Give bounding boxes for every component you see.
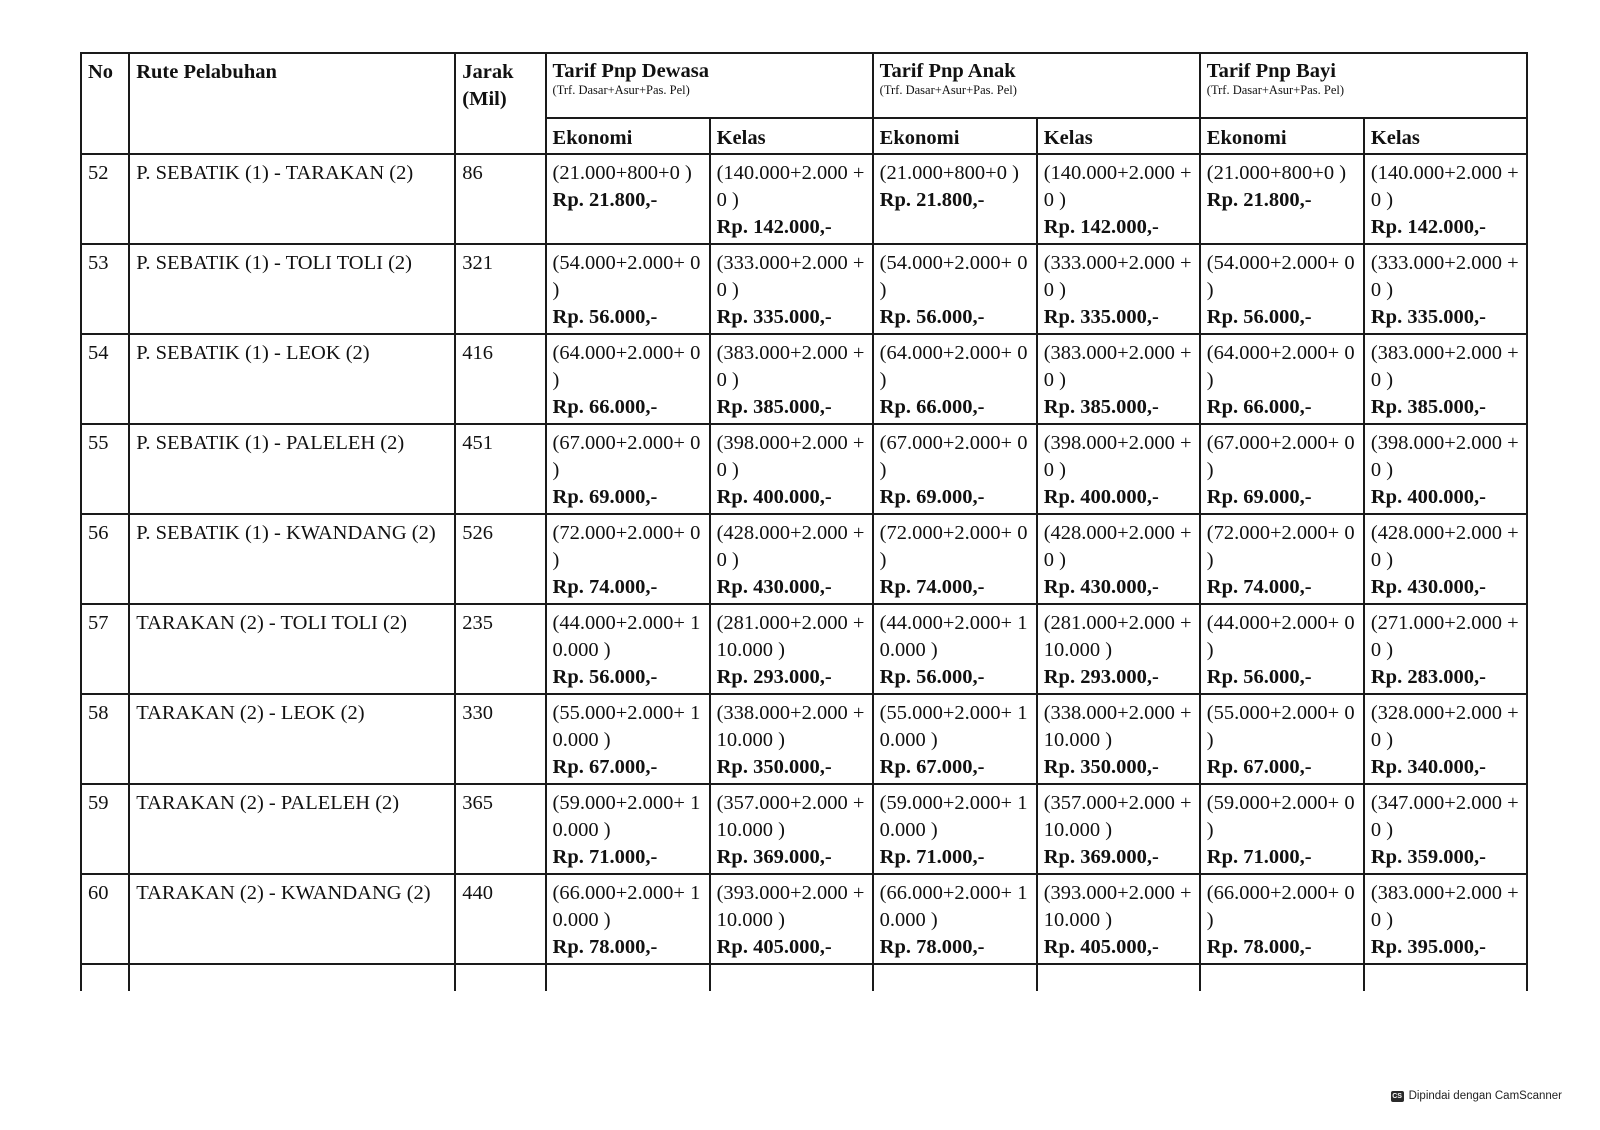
row-number: 58 — [81, 694, 129, 784]
fare-total: Rp. 21.800,- — [879, 189, 985, 211]
fare-formula: (357.000+2.000 +10.000 ) — [716, 792, 865, 841]
fare-total: Rp. 335.000,- — [1043, 306, 1159, 328]
fare-cell-dewasa-ekonomi — [546, 154, 710, 244]
fare-formula: (398.000+2.000 +0 ) — [1370, 432, 1519, 481]
fare-total: Rp. 142.000,- — [1370, 216, 1486, 238]
fare-total: Rp. 283.000,- — [1370, 666, 1486, 688]
fare-total: Rp. 395.000,- — [1370, 936, 1486, 958]
fare-cell-anak-kelas — [1037, 334, 1200, 424]
table-row — [81, 694, 1527, 784]
distance-cell: 365 — [455, 784, 545, 874]
distance-cell: 526 — [455, 514, 545, 604]
fare-cell-anak-kelas — [1037, 694, 1200, 784]
fare-formula: (338.000+2.000 +10.000 ) — [716, 702, 865, 751]
fare-total: Rp. 56.000,- — [552, 666, 658, 688]
fare-total: Rp. 369.000,- — [1043, 846, 1159, 868]
fare-cell-dewasa-ekonomi — [546, 424, 710, 514]
header-group-anak — [873, 53, 1200, 118]
empty-cell — [129, 964, 455, 991]
empty-cell — [873, 964, 1037, 991]
fare-formula: (338.000+2.000 +10.000 ) — [1043, 702, 1192, 751]
fare-cell-dewasa-ekonomi — [546, 604, 710, 694]
fare-total: Rp. 340.000,- — [1370, 756, 1486, 778]
fare-cell-dewasa-kelas — [710, 154, 873, 244]
fare-formula: (281.000+2.000 +10.000 ) — [716, 612, 865, 661]
fare-total: Rp. 350.000,- — [716, 756, 832, 778]
distance-cell: 86 — [455, 154, 545, 244]
header-distance-label: Jarak (Mil) — [462, 61, 514, 110]
route-cell — [129, 694, 455, 784]
subheader-dewasa-ekonomi: Ekonomi — [546, 118, 710, 154]
row-number: 53 — [81, 244, 129, 334]
table-row-partial — [81, 964, 1527, 991]
fare-formula: (55.000+2.000+ 10.000 ) — [552, 702, 701, 751]
fare-cell-anak-kelas — [1037, 784, 1200, 874]
fare-cell-bayi-ekonomi — [1200, 334, 1364, 424]
fare-total: Rp. 74.000,- — [1206, 576, 1312, 598]
fare-formula: (383.000+2.000 +0 ) — [1370, 342, 1519, 391]
route-name: P. SEBATIK (1) - LEOK (2) — [136, 342, 370, 364]
fare-cell-dewasa-kelas — [710, 334, 873, 424]
subheader-anak-kelas: Kelas — [1037, 118, 1200, 154]
fare-cell-dewasa-ekonomi — [546, 694, 710, 784]
fare-total: Rp. 400.000,- — [1370, 486, 1486, 508]
fare-cell-anak-ekonomi — [873, 334, 1037, 424]
fare-cell-bayi-kelas — [1364, 784, 1527, 874]
fare-formula: (21.000+800+0 ) — [879, 162, 1019, 184]
header-route: Rute Pelabuhan — [129, 53, 455, 154]
route-name: P. SEBATIK (1) - KWANDANG (2) — [136, 522, 436, 544]
route-name: TARAKAN (2) - KWANDANG (2) — [136, 882, 431, 904]
distance-cell: 451 — [455, 424, 545, 514]
fare-cell-dewasa-kelas — [710, 784, 873, 874]
empty-cell — [81, 964, 129, 991]
table-row — [81, 334, 1527, 424]
route-cell — [129, 424, 455, 514]
subheader-anak-ekonomi: Ekonomi — [873, 118, 1037, 154]
subheader-bayi-ekonomi: Ekonomi — [1200, 118, 1364, 154]
fare-formula: (21.000+800+0 ) — [1206, 162, 1347, 184]
fare-total: Rp. 78.000,- — [879, 936, 985, 958]
table-body — [81, 154, 1527, 991]
fare-cell-dewasa-ekonomi — [546, 874, 710, 964]
fare-formula: (357.000+2.000 +10.000 ) — [1043, 792, 1192, 841]
fare-formula: (281.000+2.000 +10.000 ) — [1043, 612, 1192, 661]
fare-formula: (333.000+2.000 +0 ) — [1043, 252, 1192, 301]
fare-cell-bayi-kelas — [1364, 514, 1527, 604]
fare-formula: (64.000+2.000+ 0 ) — [879, 342, 1028, 391]
fare-formula: (66.000+2.000+ 0 ) — [1206, 882, 1355, 931]
fare-formula: (383.000+2.000 +0 ) — [1043, 342, 1192, 391]
fare-total: Rp. 71.000,- — [552, 846, 658, 868]
fare-formula: (428.000+2.000 +0 ) — [1370, 522, 1519, 571]
fare-cell-anak-ekonomi — [873, 784, 1037, 874]
group-title-dewasa: Tarif Pnp Dewasa — [552, 60, 709, 82]
fare-total: Rp. 430.000,- — [716, 576, 832, 598]
fare-formula: (55.000+2.000+ 0 ) — [1206, 702, 1355, 751]
scanner-watermark — [1391, 1090, 1562, 1102]
fare-formula: (398.000+2.000 +0 ) — [1043, 432, 1192, 481]
fare-total: Rp. 21.800,- — [552, 189, 658, 211]
fare-total: Rp. 56.000,- — [1206, 306, 1312, 328]
fare-cell-bayi-ekonomi — [1200, 244, 1364, 334]
fare-formula: (21.000+800+0 ) — [552, 162, 692, 184]
fare-total: Rp. 405.000,- — [716, 936, 832, 958]
fare-formula: (54.000+2.000+ 0 ) — [1206, 252, 1355, 301]
fare-total: Rp. 293.000,- — [716, 666, 832, 688]
empty-cell — [546, 964, 710, 991]
group-note-anak: (Trf. Dasar+Asur+Pas. Pel) — [879, 83, 1017, 97]
table-row — [81, 874, 1527, 964]
fare-total: Rp. 67.000,- — [552, 756, 658, 778]
fare-formula: (383.000+2.000 +0 ) — [1370, 882, 1519, 931]
fare-total: Rp. 430.000,- — [1043, 576, 1159, 598]
fare-formula: (140.000+2.000 +0 ) — [716, 162, 865, 211]
route-name: P. SEBATIK (1) - TARAKAN (2) — [136, 162, 414, 184]
row-number: 60 — [81, 874, 129, 964]
fare-cell-anak-kelas — [1037, 874, 1200, 964]
route-name: P. SEBATIK (1) - TOLI TOLI (2) — [136, 252, 412, 274]
fare-total: Rp. 400.000,- — [716, 486, 832, 508]
fare-cell-bayi-ekonomi — [1200, 154, 1364, 244]
fare-total: Rp. 56.000,- — [879, 666, 985, 688]
fare-total: Rp. 69.000,- — [1206, 486, 1312, 508]
fare-formula: (67.000+2.000+ 0 ) — [552, 432, 701, 481]
fare-cell-bayi-ekonomi — [1200, 424, 1364, 514]
fare-formula: (383.000+2.000 +0 ) — [716, 342, 865, 391]
fare-total: Rp. 78.000,- — [552, 936, 658, 958]
fare-total: Rp. 359.000,- — [1370, 846, 1486, 868]
fare-formula: (398.000+2.000 +0 ) — [716, 432, 865, 481]
fare-total: Rp. 71.000,- — [879, 846, 985, 868]
fare-cell-bayi-ekonomi — [1200, 694, 1364, 784]
fare-cell-bayi-kelas — [1364, 604, 1527, 694]
fare-formula: (393.000+2.000 +10.000 ) — [716, 882, 865, 931]
fare-cell-bayi-ekonomi — [1200, 514, 1364, 604]
distance-cell: 235 — [455, 604, 545, 694]
fare-formula: (72.000+2.000+ 0 ) — [879, 522, 1028, 571]
route-cell — [129, 874, 455, 964]
fare-cell-anak-kelas — [1037, 244, 1200, 334]
fare-cell-dewasa-ekonomi — [546, 514, 710, 604]
empty-cell — [455, 964, 545, 991]
fare-total: Rp. 385.000,- — [1043, 396, 1159, 418]
row-number: 54 — [81, 334, 129, 424]
fare-cell-bayi-kelas — [1364, 334, 1527, 424]
table-row — [81, 514, 1527, 604]
fare-formula: (333.000+2.000 +0 ) — [1370, 252, 1519, 301]
fare-formula: (55.000+2.000+ 10.000 ) — [879, 702, 1028, 751]
fare-total: Rp. 67.000,- — [1206, 756, 1312, 778]
empty-cell — [1200, 964, 1364, 991]
route-name: TARAKAN (2) - PALELEH (2) — [136, 792, 400, 814]
distance-cell: 440 — [455, 874, 545, 964]
row-number: 56 — [81, 514, 129, 604]
fare-total: Rp. 66.000,- — [552, 396, 658, 418]
group-note-bayi: (Trf. Dasar+Asur+Pas. Pel) — [1206, 83, 1345, 97]
fare-total: Rp. 69.000,- — [552, 486, 658, 508]
distance-cell: 416 — [455, 334, 545, 424]
fare-cell-bayi-ekonomi — [1200, 604, 1364, 694]
fare-formula: (59.000+2.000+ 10.000 ) — [552, 792, 701, 841]
fare-formula: (67.000+2.000+ 0 ) — [1206, 432, 1355, 481]
fare-total: Rp. 385.000,- — [1370, 396, 1486, 418]
fare-total: Rp. 56.000,- — [1206, 666, 1312, 688]
fare-formula: (44.000+2.000+ 10.000 ) — [552, 612, 701, 661]
fare-formula: (67.000+2.000+ 0 ) — [879, 432, 1028, 481]
route-cell — [129, 604, 455, 694]
fare-total: Rp. 142.000,- — [1043, 216, 1159, 238]
route-name: TARAKAN (2) - TOLI TOLI (2) — [136, 612, 407, 634]
table-header — [81, 53, 1527, 154]
fare-formula: (64.000+2.000+ 0 ) — [1206, 342, 1355, 391]
fare-cell-anak-ekonomi — [873, 694, 1037, 784]
fare-cell-bayi-kelas — [1364, 424, 1527, 514]
route-cell — [129, 334, 455, 424]
fare-cell-bayi-kelas — [1364, 244, 1527, 334]
fare-cell-bayi-kelas — [1364, 694, 1527, 784]
fare-formula: (393.000+2.000 +10.000 ) — [1043, 882, 1192, 931]
row-number: 59 — [81, 784, 129, 874]
row-number: 57 — [81, 604, 129, 694]
table-row — [81, 154, 1527, 244]
subheader-dewasa-kelas: Kelas — [710, 118, 873, 154]
route-cell — [129, 784, 455, 874]
row-number: 55 — [81, 424, 129, 514]
fare-formula: (66.000+2.000+ 10.000 ) — [879, 882, 1028, 931]
fare-cell-dewasa-kelas — [710, 424, 873, 514]
fare-total: Rp. 66.000,- — [1206, 396, 1312, 418]
route-cell — [129, 244, 455, 334]
fare-cell-anak-ekonomi — [873, 244, 1037, 334]
fare-cell-anak-ekonomi — [873, 154, 1037, 244]
header-no: No — [81, 53, 129, 154]
fare-cell-dewasa-kelas — [710, 694, 873, 784]
fare-total: Rp. 66.000,- — [879, 396, 985, 418]
fare-total: Rp. 350.000,- — [1043, 756, 1159, 778]
fare-total: Rp. 56.000,- — [552, 306, 658, 328]
fare-cell-anak-kelas — [1037, 514, 1200, 604]
fare-cell-dewasa-ekonomi — [546, 784, 710, 874]
fare-formula: (64.000+2.000+ 0 ) — [552, 342, 701, 391]
tariff-table — [80, 52, 1528, 991]
table-row — [81, 424, 1527, 514]
fare-cell-anak-ekonomi — [873, 514, 1037, 604]
table-row — [81, 784, 1527, 874]
fare-cell-bayi-ekonomi — [1200, 784, 1364, 874]
row-number: 52 — [81, 154, 129, 244]
table-row — [81, 604, 1527, 694]
fare-total: Rp. 74.000,- — [879, 576, 985, 598]
group-title-anak: Tarif Pnp Anak — [879, 60, 1016, 82]
fare-cell-dewasa-kelas — [710, 874, 873, 964]
route-name: TARAKAN (2) - LEOK (2) — [136, 702, 365, 724]
fare-cell-bayi-kelas — [1364, 154, 1527, 244]
fare-total: Rp. 67.000,- — [879, 756, 985, 778]
subheader-bayi-kelas: Kelas — [1364, 118, 1527, 154]
fare-formula: (59.000+2.000+ 0 ) — [1206, 792, 1355, 841]
empty-cell — [1037, 964, 1200, 991]
fare-cell-dewasa-ekonomi — [546, 334, 710, 424]
fare-total: Rp. 21.800,- — [1206, 189, 1312, 211]
fare-total: Rp. 385.000,- — [716, 396, 832, 418]
route-cell — [129, 154, 455, 244]
route-cell — [129, 514, 455, 604]
fare-formula: (333.000+2.000 +0 ) — [716, 252, 865, 301]
fare-total: Rp. 400.000,- — [1043, 486, 1159, 508]
distance-cell: 321 — [455, 244, 545, 334]
fare-total: Rp. 142.000,- — [716, 216, 832, 238]
fare-cell-anak-ekonomi — [873, 604, 1037, 694]
fare-cell-bayi-kelas — [1364, 874, 1527, 964]
group-note-dewasa: (Trf. Dasar+Asur+Pas. Pel) — [552, 83, 690, 97]
empty-cell — [1364, 964, 1527, 991]
fare-formula: (428.000+2.000 +0 ) — [716, 522, 865, 571]
fare-cell-dewasa-kelas — [710, 604, 873, 694]
fare-total: Rp. 293.000,- — [1043, 666, 1159, 688]
fare-total: Rp. 405.000,- — [1043, 936, 1159, 958]
header-group-dewasa — [546, 53, 873, 118]
fare-total: Rp. 335.000,- — [716, 306, 832, 328]
fare-cell-anak-ekonomi — [873, 424, 1037, 514]
fare-formula: (66.000+2.000+ 10.000 ) — [552, 882, 701, 931]
header-row-groups — [81, 53, 1527, 118]
fare-total: Rp. 74.000,- — [552, 576, 658, 598]
scanner-watermark-text: Dipindai dengan CamScanner — [1408, 1090, 1562, 1102]
fare-cell-anak-ekonomi — [873, 874, 1037, 964]
camscanner-logo-icon: CS — [1392, 1092, 1402, 1100]
fare-total: Rp. 56.000,- — [879, 306, 985, 328]
fare-formula: (72.000+2.000+ 0 ) — [552, 522, 701, 571]
fare-cell-anak-kelas — [1037, 604, 1200, 694]
fare-cell-anak-kelas — [1037, 424, 1200, 514]
empty-cell — [710, 964, 873, 991]
fare-formula: (271.000+2.000 +0 ) — [1370, 612, 1519, 661]
fare-cell-anak-kelas — [1037, 154, 1200, 244]
fare-formula: (140.000+2.000 +0 ) — [1370, 162, 1519, 211]
fare-formula: (44.000+2.000+ 0 ) — [1206, 612, 1355, 661]
fare-formula: (54.000+2.000+ 0 ) — [552, 252, 701, 301]
fare-total: Rp. 430.000,- — [1370, 576, 1486, 598]
fare-formula: (44.000+2.000+ 10.000 ) — [879, 612, 1028, 661]
route-name: P. SEBATIK (1) - PALELEH (2) — [136, 432, 405, 454]
fare-formula: (140.000+2.000 +0 ) — [1043, 162, 1192, 211]
fare-formula: (428.000+2.000 +0 ) — [1043, 522, 1192, 571]
fare-cell-dewasa-kelas — [710, 244, 873, 334]
group-title-bayi: Tarif Pnp Bayi — [1206, 60, 1336, 82]
fare-total: Rp. 335.000,- — [1370, 306, 1486, 328]
fare-formula: (72.000+2.000+ 0 ) — [1206, 522, 1355, 571]
header-distance — [455, 53, 545, 154]
fare-formula: (347.000+2.000 +0 ) — [1370, 792, 1519, 841]
fare-total: Rp. 71.000,- — [1206, 846, 1312, 868]
fare-total: Rp. 369.000,- — [716, 846, 832, 868]
header-group-bayi — [1200, 53, 1527, 118]
fare-formula: (54.000+2.000+ 0 ) — [879, 252, 1028, 301]
fare-formula: (59.000+2.000+ 10.000 ) — [879, 792, 1028, 841]
fare-total: Rp. 69.000,- — [879, 486, 985, 508]
fare-total: Rp. 78.000,- — [1206, 936, 1312, 958]
fare-cell-dewasa-kelas — [710, 514, 873, 604]
table-row — [81, 244, 1527, 334]
fare-formula: (328.000+2.000 +0 ) — [1370, 702, 1519, 751]
fare-cell-dewasa-ekonomi — [546, 244, 710, 334]
fare-cell-bayi-ekonomi — [1200, 874, 1364, 964]
distance-cell: 330 — [455, 694, 545, 784]
